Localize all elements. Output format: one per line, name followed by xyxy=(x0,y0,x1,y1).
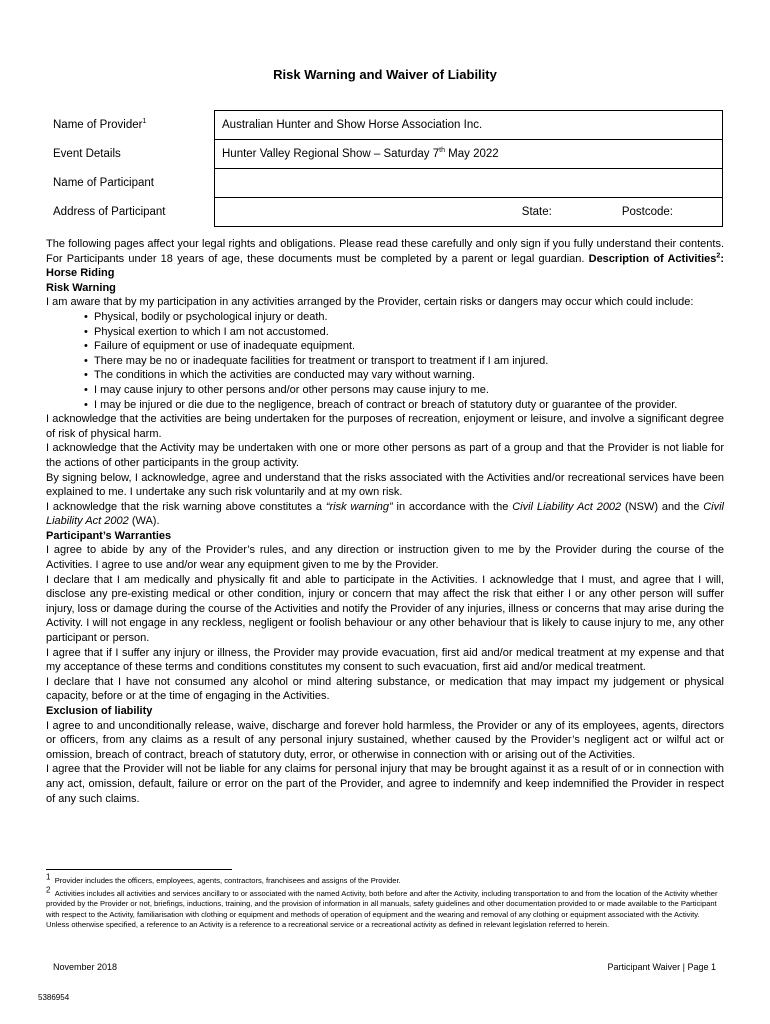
risk-warning-heading: Risk Warning xyxy=(46,281,116,294)
address-row xyxy=(46,198,723,227)
waiver-body xyxy=(46,237,724,806)
exclusion-paragraph: I agree that the Provider will not be liable for any claims for personal injury that may be brought against it as a result of or in connection with any act, omission, default, failure or error on the part of the Provider, and agree to indemnify and keep indemnified the Provider in respect of any such claims. xyxy=(46,763,724,805)
document-number: 5386954 xyxy=(38,993,70,1002)
footer-date: November 2018 xyxy=(53,962,118,972)
warranties-paragraph: I agree to abide by any of the Provider’s rules, and any direction or instruction given to me by the Provider during the course of the Activities. I agree to use and/or wear any equipment given to me by the Provider. xyxy=(46,544,724,572)
exclusion-paragraph: I agree to and unconditionally release, waive, discharge and forever hold harmless, the Provider or any of its employees, agents, directors or officers, from any claims as a result of any personal injury sustained, whether caused by the Provider’s negligent act or wilful act or omission, breach of contract, breach of statutory duty, error, or otherwise in connection with or arising out of the Activities. xyxy=(46,719,724,761)
list-item: • Failure of equipment or use of inadequate equipment. xyxy=(94,339,724,354)
provider-label: Name of Provider$^1$ xyxy=(53,118,147,131)
warranties-paragraph: I agree that if I suffer any injury or illness, the Provider may provide evacuation, first aid and/or medical treatment at my expense and that my acceptance of these terms and conditions constitutes my consent to such evacuation, first aid and/or medical treatment. xyxy=(46,646,724,674)
footnote-divider xyxy=(46,869,232,870)
intro-paragraph: The following pages affect your legal rights and obligations. Please read these carefully and only sign if you fully understand their contents. For Participants under 18 years of age, these documents must be completed by a parent or legal guardian. Description of Activities$^2$: Horse Riding xyxy=(46,238,724,280)
provider-value[interactable]: Australian Hunter and Show Horse Association Inc. xyxy=(215,111,723,140)
list-item: • Physical, bodily or psychological injury or death. xyxy=(94,310,724,325)
event-label: Event Details xyxy=(53,148,121,160)
risk-paragraph: By signing below, I acknowledge, agree and understand that the risks associated with the Activities and/or recreational services have been explained to me. I undertake any such risk voluntarily and at my own risk. xyxy=(46,471,724,499)
risk-paragraph: I acknowledge that the Activity may be undertaken with one or more other persons as part of a group and that the Provider is not liable for the actions of other participants in the group activity. xyxy=(46,442,724,469)
warranties-paragraph: I declare that I am medically and physically fit and able to participate in the Activities. I acknowledge that I must, and agree that I will, disclose any pre-existing medical or other condition, injury or concern that may affect the risk that either I or any other person will suffer injury, loss or damage during the course of the Activities and notify the Provider of any injuries, illness or concerns that may arise during the Activity. I will not engage in any reckless, negligent or foolish behaviour or any other behaviour that is likely to cause injury to me, any other participant or person. xyxy=(46,573,724,645)
event-row xyxy=(46,140,723,169)
participant-name-field[interactable] xyxy=(215,169,723,198)
state-label: State: xyxy=(521,206,552,218)
list-item: • The conditions in which the activities are conducted may vary without warning. xyxy=(94,368,724,383)
participant-row xyxy=(46,169,723,198)
risk-paragraph: I acknowledge that the activities are being undertaken for the purposes of recreation, enjoyment or leisure, and involve a significant degree of risk of physical harm. xyxy=(46,413,724,440)
list-item: • Physical exertion to which I am not accustomed. xyxy=(94,325,724,340)
list-item: • I may cause injury to other persons and/or other persons may cause injury to me. xyxy=(94,383,724,398)
exclusion-heading: Exclusion of liability xyxy=(46,705,153,717)
event-value[interactable]: Hunter Valley Regional Show – Saturday 7th May 2022 xyxy=(215,140,723,169)
footnote-2: $^2$ Activities includes all activities and services ancillary to or associated with the named Activity, both before and after the Activity, including transportation to and from the location of the Activity whether provided by the Provider or not, briefings, inductions, training, and the provision of information in all manuals, safety guidelines and other documentation provided to or made available to the Participant with respect to the Activity, familiarisation with clothing or equipment and methods of operation of equipment and the wearing and removal of any clothing or equipment associated with the Activity. Unless otherwise specified, a reference to an Activity is a reference to a recreational service or a recreational activity as defined in relevant legislation referred to herein. xyxy=(46,885,718,930)
footnote-ref: 1 xyxy=(142,118,147,126)
risk-lead: I am aware that by my participation in any activities arranged by the Provider, certain risks or dangers may occur which could include: xyxy=(46,296,694,309)
address-field[interactable] xyxy=(215,198,723,227)
footnote-1: $^1$ Provider includes the officers, employees, agents, contractors, franchisees and assigns of the Provider. xyxy=(46,872,401,885)
provider-row xyxy=(46,111,723,140)
postcode-label: Postcode: xyxy=(621,206,673,218)
page-title: Risk Warning and Waiver of Liability xyxy=(273,67,497,82)
risk-list xyxy=(46,310,724,412)
address-label: Address of Participant xyxy=(53,206,166,218)
list-item: • There may be no or inadequate facilities for treatment or transport to treatment if I am injured. xyxy=(94,354,724,369)
list-item: • I may be injured or die due to the negligence, breach of contract or breach of statutory duty or guarantee of the provider. xyxy=(94,398,724,413)
footer-page: Participant Waiver | Page 1 xyxy=(607,962,716,972)
activities-label: Description of Activities xyxy=(588,252,717,265)
participant-label: Name of Participant xyxy=(53,177,154,189)
info-table xyxy=(46,110,723,227)
warranties-paragraph: I declare that I have not consumed any alcohol or mind altering substance, or medication that may impact my judgement or physical capacity, before or at the time of engaging in the Activities. xyxy=(46,675,724,703)
risk-warning-statement: I acknowledge that the risk warning above constitutes a “risk warning” in accordance with the Civil Liability Act 2002 (NSW) and the Civil Liability Act 2002 (WA). xyxy=(46,500,724,528)
activities-value: : Horse Riding xyxy=(46,252,724,280)
warranties-heading: Participant’s Warranties xyxy=(46,529,172,542)
